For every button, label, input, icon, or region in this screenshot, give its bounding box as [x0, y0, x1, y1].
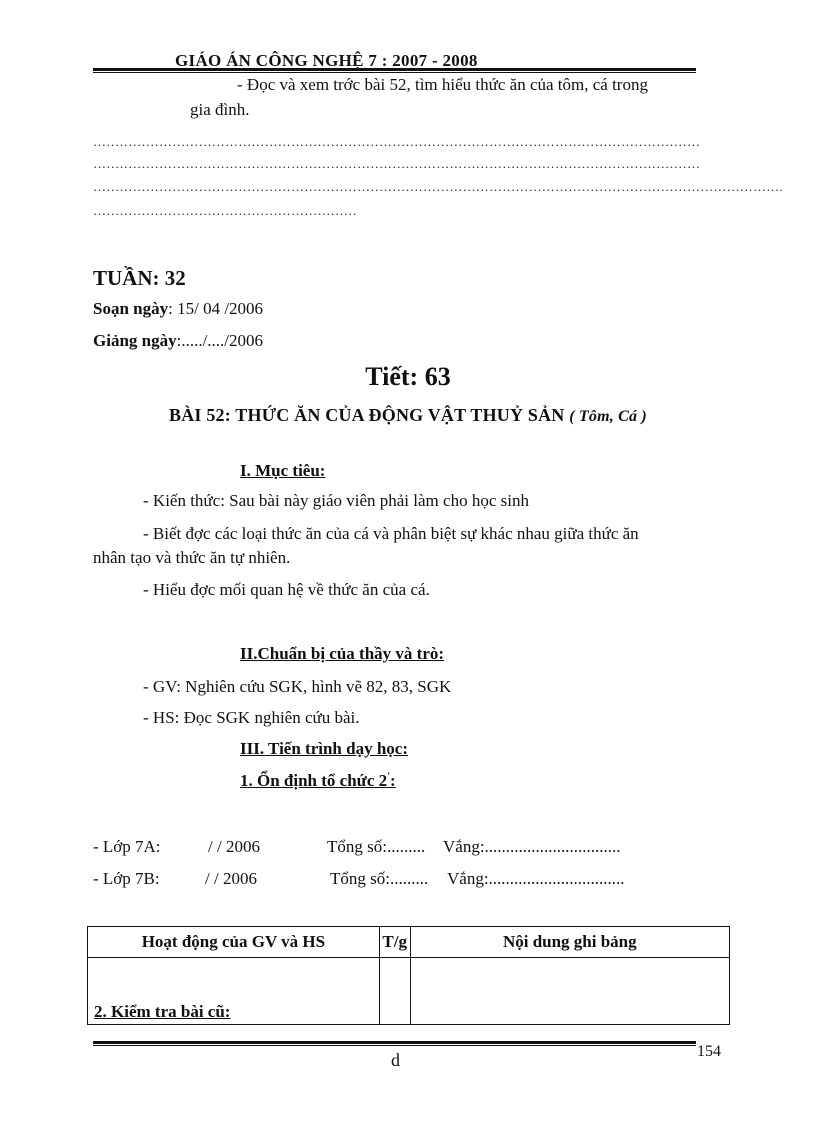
- table-cell-activity: [88, 958, 380, 1025]
- table-row: [88, 958, 730, 1025]
- table-header-row: [88, 927, 730, 958]
- homework-line-2: gia đình.: [190, 100, 250, 119]
- class-7a-label: - Lớp 7A:: [93, 837, 161, 856]
- process-heading: III. Tiến trình dạy học:: [240, 739, 408, 758]
- prep-item-gv: - GV: Nghiên cứu SGK, hình vẽ 82, 83, SGK: [143, 677, 452, 696]
- dotted-line-3: ………………………………………………………………………………………………………………………………………….: [93, 179, 783, 194]
- footer-rule: [93, 1041, 696, 1046]
- objective-3: - Hiểu đợc mối quan hệ về thức ăn của cá.: [143, 580, 430, 599]
- objective-1: - Kiến thức: Sau bài này giáo viên phải làm cho học sinh: [143, 491, 529, 510]
- class-7a-absent: Vắng:................................: [443, 837, 621, 856]
- org-heading-colon: :: [389, 771, 396, 790]
- check-old-lesson-heading: 2. Kiểm tra bài cũ:: [94, 1002, 231, 1021]
- prep-date: [93, 299, 263, 319]
- lesson-title: [0, 405, 816, 426]
- footer-mark: d: [391, 1050, 400, 1070]
- objective-2-cont: nhân tạo và thức ăn tự nhiên.: [93, 548, 291, 567]
- teach-date-value: :...../..../2006: [176, 331, 264, 350]
- class-7b-total: Tổng số:.........: [330, 869, 429, 888]
- objective-2: - Biết đợc các loại thức ăn của cá và phân biệt sự khác nhau giữa thức ăn: [143, 524, 639, 543]
- lesson-subtitle: ( Tôm, Cá ): [569, 408, 647, 425]
- homework-line-1: - Đọc và xem trớc bài 52, tìm hiểu thức ăn của tôm, cá trong: [237, 75, 648, 94]
- header-title: GIÁO ÁN CÔNG NGHỆ 7 : 2007 - 2008: [175, 51, 478, 70]
- period-title: Tiết: 63: [365, 362, 451, 391]
- teach-date: [93, 331, 263, 351]
- prep-date-value: : 15/ 04 /2006: [168, 299, 264, 318]
- table-header-activity: Hoạt động của GV và HS: [88, 927, 380, 958]
- class-7b-label: - Lớp 7B:: [93, 869, 160, 888]
- dotted-line-4: ……………………………………………………: [93, 203, 357, 218]
- teach-date-label: Giảng ngày: [93, 331, 177, 350]
- table-header-content: Nội dung ghi bảng: [410, 927, 729, 958]
- table-header-time: T/g: [379, 927, 410, 958]
- dotted-line-1: …………………………………………………………………………………………………………………………: [93, 134, 701, 149]
- table-cell-time: [379, 958, 410, 1025]
- objectives-heading: I. Mục tiêu:: [240, 461, 326, 480]
- week-label: TUẦN: 32: [93, 266, 186, 290]
- org-heading-text: 1. Ổn định tổ chức 2: [240, 771, 388, 790]
- prep-item-hs: - HS: Đọc SGK nghiên cứu bài.: [143, 708, 360, 727]
- dotted-line-2: …………………………………………………………………………………………………………………………: [93, 156, 701, 171]
- class-7a-total: Tổng số:.........: [327, 837, 426, 856]
- org-heading-sup: ': [387, 771, 390, 783]
- class-7b-date: / / 2006: [205, 869, 257, 888]
- class-7b-absent: Vắng:................................: [447, 869, 625, 888]
- lesson-title-text: BÀI 52: THỨC ĂN CỦA ĐỘNG VẬT THUỶ SẢN: [169, 405, 565, 425]
- header-rule: [93, 68, 696, 73]
- prep-heading: II.Chuẩn bị của thầy và trò:: [240, 644, 445, 663]
- prep-date-label: Soạn ngày: [93, 299, 169, 318]
- class-7a-date: / / 2006: [208, 837, 260, 856]
- table-cell-content: [410, 958, 729, 1025]
- org-heading: [240, 771, 396, 791]
- page-number: 154: [697, 1043, 721, 1060]
- activity-table: [87, 926, 730, 1025]
